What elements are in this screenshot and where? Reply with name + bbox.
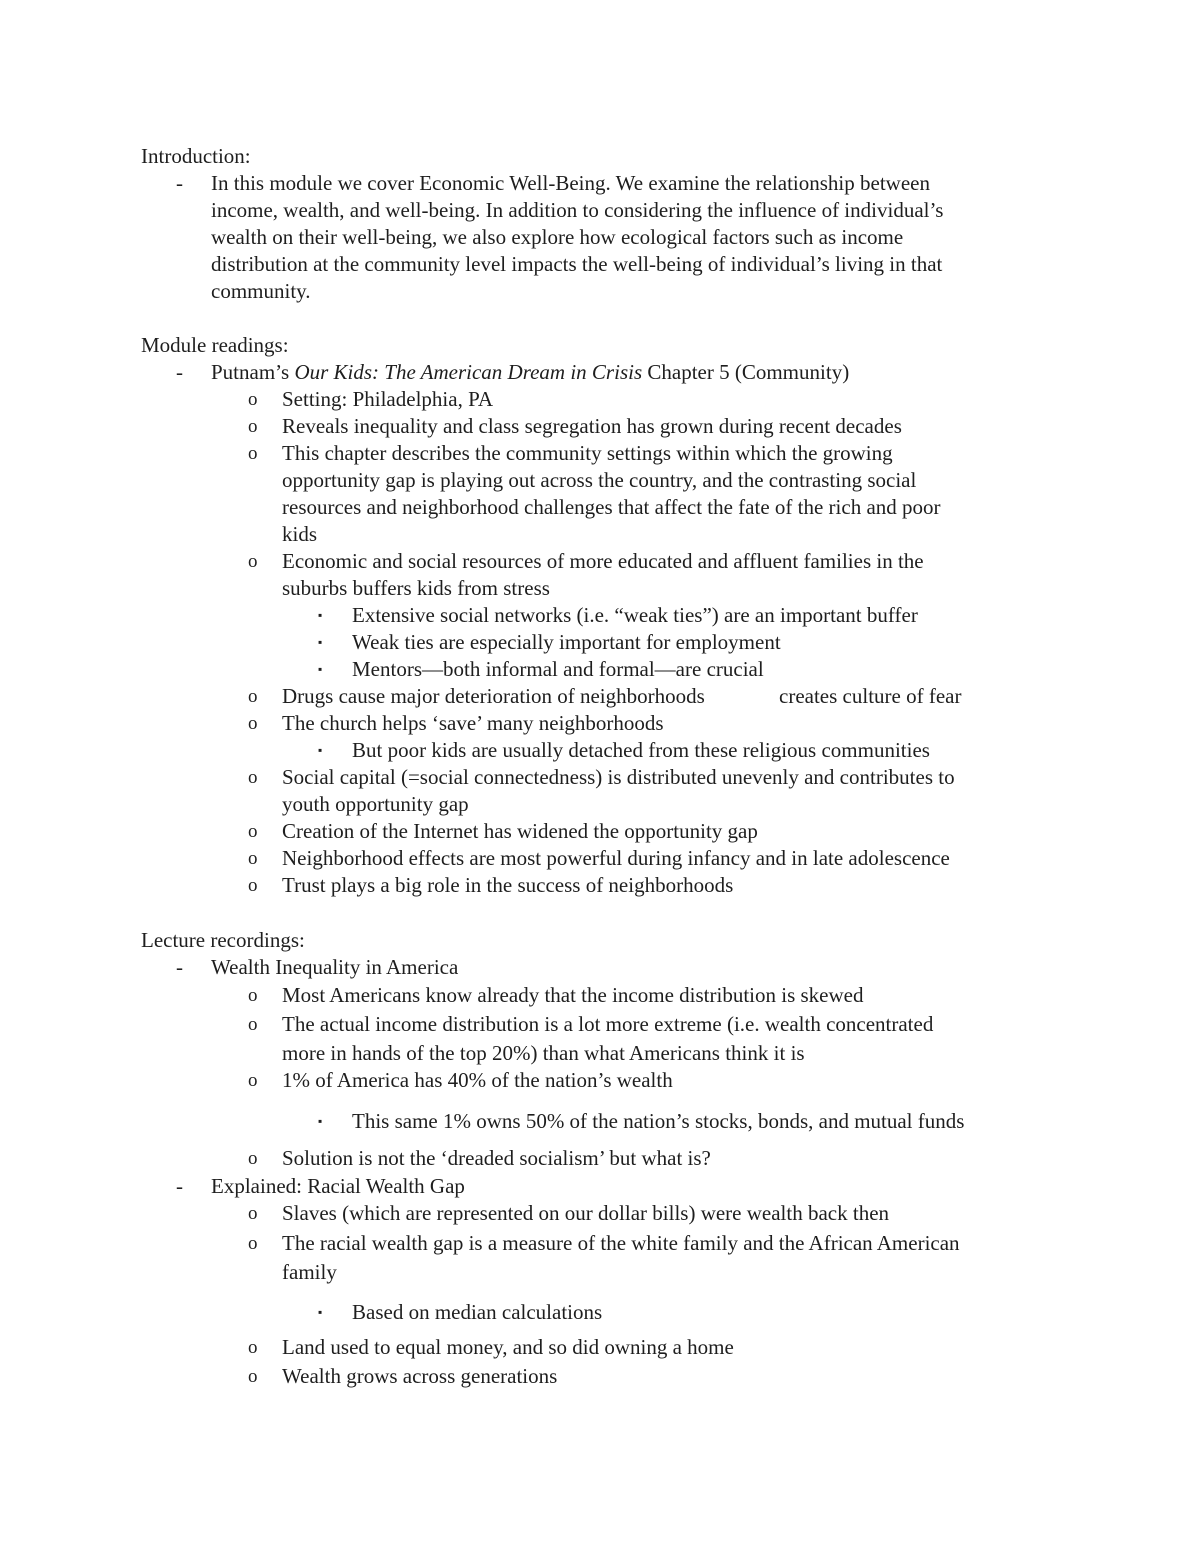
intro-line: distribution at the community level impacts the well-being of individual’s living in that	[211, 252, 943, 276]
square-bullet: ▪	[318, 608, 323, 622]
lecture-item: Wealth grows across generations	[282, 1364, 558, 1388]
circle-bullet: o	[248, 416, 258, 437]
reading-item: youth opportunity gap	[282, 792, 469, 816]
square-bullet: ▪	[318, 743, 323, 757]
lecture-item: Solution is not the ‘dreaded socialism’ but what is?	[282, 1146, 711, 1170]
book-prefix: Putnam’s	[211, 360, 295, 384]
lecture-item: The racial wealth gap is a measure of the white family and the African American	[282, 1231, 960, 1255]
circle-bullet: o	[248, 1366, 258, 1387]
book-reference	[211, 359, 849, 386]
dash-bullet: -	[176, 1174, 183, 1198]
intro-line: income, wealth, and well-being. In addition to considering the influence of individual’s	[211, 198, 944, 222]
reading-subitem: Mentors—both informal and formal—are crucial	[352, 657, 764, 681]
lecture-item: Land used to equal money, and so did owning a home	[282, 1335, 734, 1359]
book-title: Our Kids: The American Dream in Crisis	[294, 360, 643, 384]
reading-item: suburbs buffers kids from stress	[282, 576, 550, 600]
lecture-item: Most Americans know already that the income distribution is skewed	[282, 983, 864, 1007]
reading-item: resources and neighborhood challenges that affect the fate of the rich and poor	[282, 495, 941, 519]
reading-item: Reveals inequality and class segregation has grown during recent decades	[282, 414, 902, 438]
circle-bullet: o	[248, 1203, 258, 1224]
intro-line: community.	[211, 279, 311, 303]
dash-bullet: -	[176, 955, 183, 979]
circle-bullet: o	[248, 985, 258, 1006]
lecture-title: Explained: Racial Wealth Gap	[211, 1174, 465, 1198]
reading-item: Drugs cause major deterioration of neighborhoods	[282, 684, 705, 708]
reading-item: This chapter describes the community settings within which the growing	[282, 441, 893, 465]
circle-bullet: o	[248, 1070, 258, 1091]
reading-item: Economic and social resources of more educated and affluent families in the	[282, 549, 924, 573]
reading-item: Creation of the Internet has widened the opportunity gap	[282, 819, 758, 843]
lecture-item: more in hands of the top 20%) than what Americans think it is	[282, 1041, 805, 1065]
readings-heading: Module readings:	[141, 333, 289, 357]
reading-subitem: Extensive social networks (i.e. “weak ties”) are an important buffer	[352, 603, 918, 627]
dash-bullet: -	[176, 171, 183, 195]
reading-subitem: But poor kids are usually detached from these religious communities	[352, 738, 930, 762]
lecture-title: Wealth Inequality in America	[211, 955, 459, 979]
reading-item: opportunity gap is playing out across the country, and the contrasting social	[282, 468, 917, 492]
square-bullet: ▪	[318, 1114, 323, 1128]
reading-item: Neighborhood effects are most powerful during infancy and in late adolescence	[282, 846, 950, 870]
reading-item: The church helps ‘save’ many neighborhoods	[282, 711, 664, 735]
reading-subitem: Weak ties are especially important for employment	[352, 630, 781, 654]
reading-item: Trust plays a big role in the success of neighborhoods	[282, 873, 734, 897]
reading-item: Social capital (=social connectedness) is distributed unevenly and contributes to	[282, 765, 955, 789]
circle-bullet: o	[248, 1148, 258, 1169]
circle-bullet: o	[248, 1233, 258, 1254]
square-bullet: ▪	[318, 635, 323, 649]
intro-line: In this module we cover Economic Well-Being. We examine the relationship between	[211, 171, 930, 195]
lecture-item: The actual income distribution is a lot more extreme (i.e. wealth concentrated	[282, 1012, 934, 1036]
circle-bullet: o	[248, 821, 258, 842]
reading-item: kids	[282, 522, 318, 546]
lecture-subitem: Based on median calculations	[352, 1300, 603, 1324]
circle-bullet: o	[248, 686, 258, 707]
square-bullet: ▪	[318, 1305, 323, 1319]
lecture-item: family	[282, 1260, 337, 1284]
reading-item-continuation: creates culture of fear	[779, 684, 962, 708]
lecture-item: 1% of America has 40% of the nation’s wealth	[282, 1068, 673, 1092]
lecture-subitem: This same 1% owns 50% of the nation’s stocks, bonds, and mutual funds	[352, 1109, 965, 1133]
circle-bullet: o	[248, 875, 258, 896]
intro-heading: Introduction:	[141, 144, 251, 168]
square-bullet: ▪	[318, 662, 323, 676]
circle-bullet: o	[248, 767, 258, 788]
circle-bullet: o	[248, 1014, 258, 1035]
intro-line: wealth on their well-being, we also explore how ecological factors such as income	[211, 225, 904, 249]
circle-bullet: o	[248, 443, 258, 464]
circle-bullet: o	[248, 713, 258, 734]
lecture-item: Slaves (which are represented on our dollar bills) were wealth back then	[282, 1201, 890, 1225]
circle-bullet: o	[248, 848, 258, 869]
circle-bullet: o	[248, 1337, 258, 1358]
dash-bullet: -	[176, 360, 183, 384]
circle-bullet: o	[248, 551, 258, 572]
circle-bullet: o	[248, 389, 258, 410]
book-suffix: Chapter 5 (Community)	[642, 360, 850, 384]
reading-item: Setting: Philadelphia, PA	[282, 387, 493, 411]
lectures-heading: Lecture recordings:	[141, 928, 305, 952]
